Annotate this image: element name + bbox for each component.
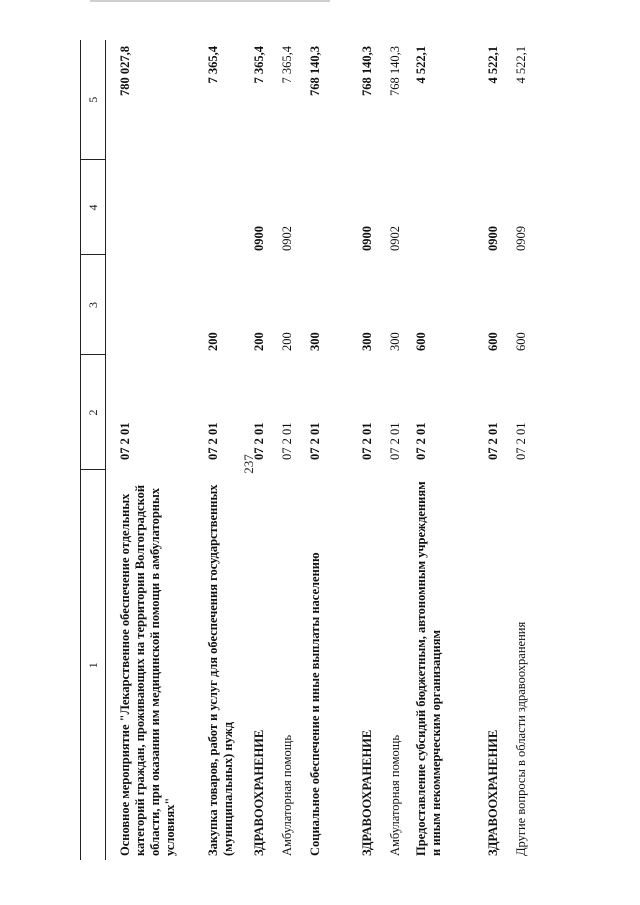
row-code: 07 2 01: [206, 422, 220, 460]
row-name: ЗДРАВООХРАНЕНИЕ: [252, 729, 266, 856]
row-name: Амбулаторная помощь: [388, 734, 402, 856]
budget-table: [80, 40, 534, 860]
row-code: 07 2 01: [118, 422, 132, 460]
row-code: 07 2 01: [486, 422, 500, 460]
row-vr: [106, 255, 199, 355]
header-col-1: 1: [81, 470, 106, 860]
row-amount: 4 522,1: [414, 46, 428, 84]
row-rz: [300, 160, 328, 255]
row-name: Другие вопросы в области здравоохранения: [514, 621, 528, 856]
row-rz: 0900: [360, 226, 374, 251]
row-code: 07 2 01: [514, 422, 528, 460]
row-amount: 7 365,4: [280, 46, 294, 84]
header-col-2: 2: [81, 355, 106, 470]
row-rz: 0902: [280, 226, 294, 251]
row-rz: 0902: [388, 226, 402, 251]
row-name: Амбулаторная помощь: [280, 734, 294, 856]
row-amount: 768 140,3: [308, 46, 322, 96]
table-row: [198, 40, 244, 860]
scan-edge-mark: [90, 0, 330, 2]
header-col-5: 5: [81, 40, 106, 160]
header-row: [81, 40, 106, 860]
row-vr: 600: [514, 332, 528, 351]
row-name: Предоставление субсидий бюджетным, автономным учреждениям и иным некоммерческим организациям: [414, 481, 443, 856]
row-amount: 4 522,1: [486, 46, 500, 84]
table-row: [244, 40, 272, 860]
page-number-text: 237: [241, 454, 256, 474]
row-code: 07 2 01: [388, 422, 402, 460]
row-name: ЗДРАВООХРАНЕНИЕ: [486, 729, 500, 856]
table-header: [81, 40, 106, 860]
row-name: Основное мероприятие "Лекарственное обеспечение отдельных категорий граждан, проживающих на территории Волгоградской области, при оказании им медицинской помощи в амбулаторных условиях": [118, 484, 177, 856]
table-body: [106, 40, 535, 860]
row-amount: 768 140,3: [388, 46, 402, 96]
header-col-3: 3: [81, 255, 106, 355]
table-row: [506, 40, 534, 860]
row-amount: 7 365,4: [206, 46, 220, 84]
row-name: ЗДРАВООХРАНЕНИЕ: [360, 729, 374, 856]
table-row: [106, 40, 199, 860]
table-row: [408, 40, 450, 860]
table-row: [328, 40, 380, 860]
row-name: Социальное обеспечение и иные выплаты населению: [308, 552, 322, 856]
rotated-table-container: [80, 40, 550, 860]
row-vr: 200: [280, 332, 294, 351]
row-rz: 0909: [514, 226, 528, 251]
row-amount: 768 140,3: [360, 46, 374, 96]
row-rz: 0900: [252, 226, 266, 251]
row-rz: [106, 160, 199, 255]
row-rz: 0900: [486, 226, 500, 251]
header-col-4: 4: [81, 160, 106, 255]
row-code: 07 2 01: [360, 422, 374, 460]
table-row: [380, 40, 408, 860]
row-code: 07 2 01: [414, 422, 428, 460]
row-rz: [408, 160, 450, 255]
table-row: [450, 40, 506, 860]
row-vr: 200: [252, 332, 266, 351]
table-row: [300, 40, 328, 860]
row-vr: 300: [308, 332, 322, 351]
row-code: 07 2 01: [308, 422, 322, 460]
row-code: 07 2 01: [252, 422, 266, 460]
row-vr: 600: [414, 332, 428, 351]
table-row: [272, 40, 300, 860]
row-code: 07 2 01: [280, 422, 294, 460]
row-vr: 300: [360, 332, 374, 351]
row-vr: 300: [388, 332, 402, 351]
row-vr: 600: [486, 332, 500, 351]
row-rz: [198, 160, 244, 255]
row-amount: 780 027,8: [118, 46, 132, 96]
row-amount: 7 365,4: [252, 46, 266, 84]
row-amount: 4 522,1: [514, 46, 528, 84]
row-name: Закупка товаров, работ и услуг для обеспечения государственных (муниципальных) нужд: [206, 484, 235, 856]
row-vr: 200: [206, 332, 220, 351]
